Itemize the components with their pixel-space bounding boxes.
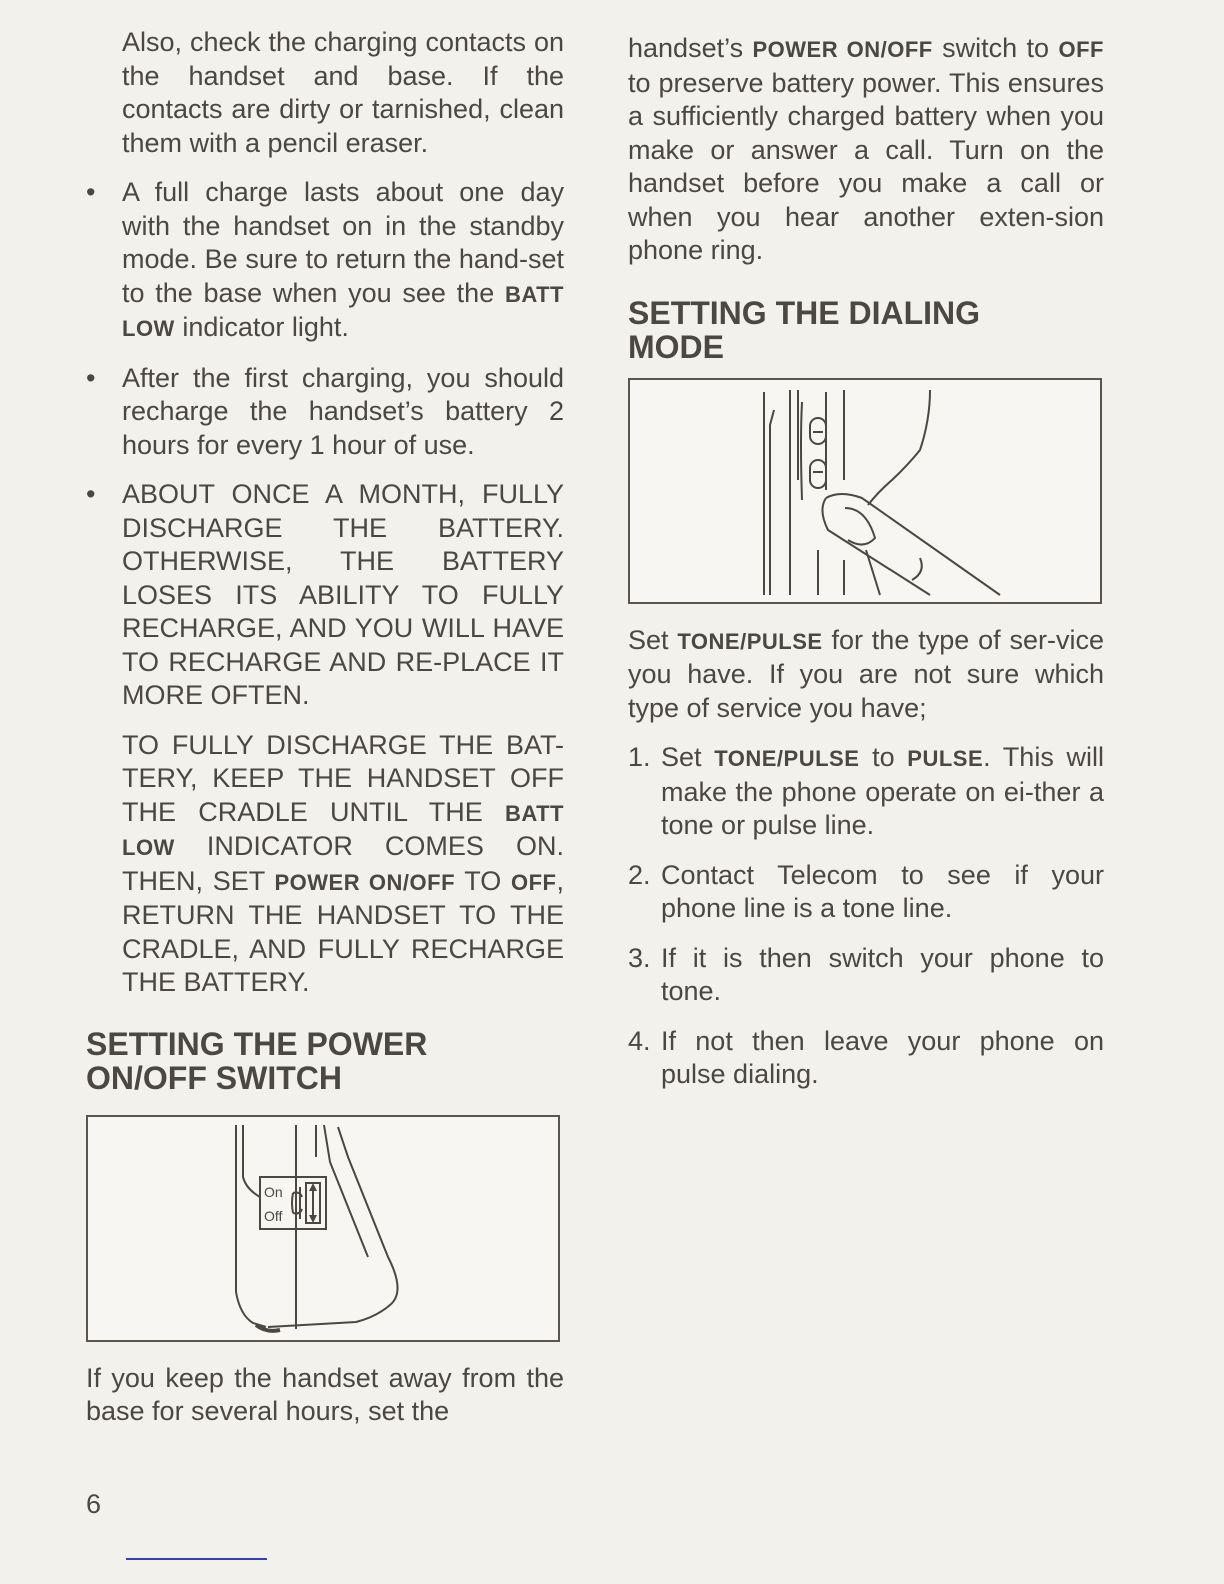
- tone-pulse-paragraph: [628, 624, 1104, 726]
- step-number: 4.: [628, 1025, 651, 1056]
- bullet-icon: •: [86, 479, 96, 509]
- left-column: [86, 26, 564, 1429]
- bullet-text-recharge: After the first charging, you should recharge the handset’s battery 2 hours for every 1 hour of use.: [122, 362, 564, 460]
- power-switch-continuation: [628, 32, 1104, 268]
- bullet-text-monthly-discharge: ABOUT ONCE A MONTH, FULLY DISCHARGE THE BATTERY. OTHERWISE, THE BATTERY LOSES ITS ABILITY TO FULLY RECHARGE, AND YOU WILL HAVE TO RECHARGE AND RE-PLACE IT MORE OFTEN.: [122, 479, 564, 710]
- batt-low-label: BATT LOW: [122, 281, 564, 341]
- right-column: [628, 32, 1104, 1092]
- discharge-instructions-text: [122, 729, 564, 1000]
- handset-power-switch-illustration: [88, 1117, 558, 1340]
- discharge-text-3: TO: [455, 865, 511, 896]
- off-label: OFF: [510, 869, 557, 895]
- heading-dialing-mode: SETTING THE DIALING MODE: [628, 294, 980, 365]
- page-number: 6: [86, 1489, 102, 1519]
- pulse-label: PULSE: [907, 746, 984, 771]
- step-number: 3.: [628, 942, 651, 973]
- step-1-text-3: . This will make the phone operate on ei-ther a tone or pulse line.: [661, 742, 1104, 840]
- continuation-text-2: switch to: [932, 33, 1059, 63]
- step-3: [628, 942, 1104, 1009]
- tone-pulse-label: TONE/PULSE: [677, 628, 823, 654]
- bullet-icon: •: [86, 362, 96, 393]
- bullet1-text-before: A full charge lasts about one day with the handset on in the standby mode. Be sure to return the hand-set to the base when you see the: [122, 177, 564, 308]
- bullet-text-full-charge: [122, 176, 564, 346]
- step-1-text-2: to: [859, 742, 908, 772]
- continuation-text-3: to preserve battery power. This ensures a sufficiently charged battery when you make or answer a call. Turn on the handset before you make a call or when you hear another exten-sion phone ring.: [628, 67, 1104, 265]
- away-from-base-paragraph: If you keep the handset away from the base for several hours, set the: [86, 1362, 564, 1426]
- bullet-icon: •: [86, 177, 96, 207]
- step-2: [628, 859, 1104, 926]
- charging-contacts-paragraph: Also, check the charging contacts on the handset and base. If the contacts are dirty or tarnished, clean them with a pencil eraser.: [122, 27, 564, 158]
- bottom-rule: [126, 1558, 267, 1560]
- step-2-text: Contact Telecom to see if your phone line is a tone line.: [661, 859, 1104, 923]
- on-label: On: [264, 1183, 283, 1200]
- step-1-text-1: Set: [661, 742, 715, 772]
- bullet1-text-after: indicator light.: [174, 312, 349, 342]
- tone-pulse-switch-illustration: [630, 380, 1100, 602]
- step-number: 1.: [628, 742, 651, 772]
- step-1-text: [661, 741, 1104, 843]
- step-3-text: If it is then switch your phone to tone.: [661, 942, 1104, 1006]
- continuation-text-1: handset’s: [628, 33, 753, 63]
- step-1: [628, 741, 1104, 843]
- bullet-item-recharge: [86, 362, 564, 463]
- step-4: [628, 1025, 1104, 1092]
- discharge-text-4: , RETURN THE HANDSET TO THE CRADLE, AND FULLY RECHARGE THE BATTERY.: [122, 865, 564, 997]
- off-label: Off: [264, 1207, 283, 1224]
- tone-pulse-text-1: Set: [628, 624, 678, 655]
- figure-power-switch: [86, 1115, 560, 1342]
- step-number: 2.: [628, 859, 651, 890]
- bullet-item-full-charge: [86, 176, 564, 346]
- off-label: OFF: [1058, 37, 1104, 62]
- batt-low-label: BATT LOW: [122, 800, 564, 860]
- figure-dialing-mode: [628, 378, 1102, 604]
- discharge-instructions: [86, 729, 564, 1000]
- tone-pulse-label: TONE/PULSE: [714, 746, 860, 771]
- power-on-off-label: POWER ON/OFF: [752, 37, 933, 62]
- discharge-text-2: INDICATOR COMES ON. THEN, SET: [122, 831, 564, 896]
- tone-pulse-text-2: for the type of ser-vice you have. If you are not sure which type of service you have;: [628, 624, 1104, 723]
- discharge-text-1: TO FULLY DISCHARGE THE BAT-TERY, KEEP THE HANDSET OFF THE CRADLE UNTIL THE: [122, 729, 564, 827]
- bullet-item-monthly-discharge: [86, 478, 564, 713]
- step-4-text: If not then leave your phone on pulse dialing.: [661, 1025, 1104, 1089]
- power-on-off-label: POWER ON/OFF: [274, 869, 456, 895]
- heading-power-switch: SETTING THE POWER ON/OFF SWITCH: [86, 1025, 428, 1096]
